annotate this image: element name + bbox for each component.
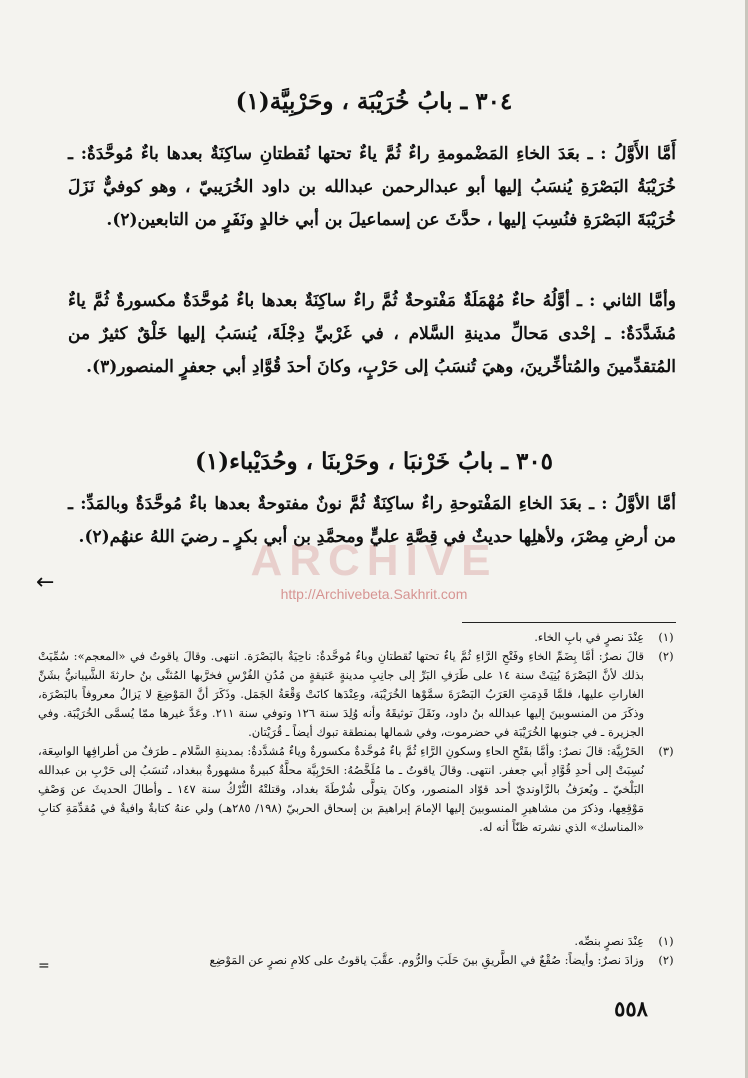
footnote-text: وزادَ نصرٌ: وأيضاً: صُقْعٌ في الطَّريقِ بينَ حَلَبَ والرُّوم. عقَّبَ ياقوتُ على كلامِ نصرٍ عن المَوْضِع xyxy=(209,953,644,967)
footnote-number: (٣) xyxy=(658,744,674,758)
footnote-text: عِنْدَ نصرٍ بنصِّه. xyxy=(574,934,644,948)
footnote xyxy=(38,742,688,837)
section-304-paragraph-2: وأمَّا الثاني : ـ أوَّلُهُ حاءٌ مُهْمَلَةٌ مَفْتوحةٌ ثُمَّ راءٌ ساكِنَةٌ بعدها باءٌ مُوحَّدَةٌ مكسورةٌ ثُمَّ ياءٌ مُشَدَّدَةٌ: ـ إحْدى مَحالِّ مدينةِ السَّلام ، في غَرْبيِّ دِجْلَةَ، يُنسَبُ إليها خَلْقٌ كثيرٌ من المُتقدِّمينَ والمُتأخِّرينَ، وهيَ تُنسَبُ إلى حَرْبٍ، وكانَ أحدَ قُوَّادِ أبي جعفرٍ المنصور(٣). xyxy=(68,291,676,377)
footnote-text: الحَرْبِيَّة: قالَ نصرٌ: وأمَّا بفَتْحِ الحاءِ وسكونِ الرَّاءِ ثُمَّ باءٌ مُوحَّدةٌ مكسورةٌ وياءٌ مُشدَّدةٌ: بمدينةِ السَّلام ـ طرَفٌ من أطرافِها الواسِعَة، نُسِبَتْ إلى أحدِ قُوَّادِ أبي جعفر. انتهى. وقالَ ياقوتُ ـ ما مُلَخَّصُهُ: الحَرْبِيَّة محلَّةٌ كبيرةٌ مشهورةٌ ببغداد، تُنسَبُ إلى حَرْبِ بن عبدالله البَلْخيّ ـ ويُعرَفُ بالرَّاونديّ أحد قوّاد المنصور، وكانَ يتولَّى شُرْطَةَ بغداد، وقتلتْهُ التُّرْكُ سنة ١٤٧ ـ وأطالَ الحديثَ عن وَصْفِ مَوْقِعِها، وذكرَ من مشاهيرِ المنسوبينَ إليها الإمامَ إبراهيمَ بن إسحاق الحربيّ (١٩٨/ ٢٨٥هـ) ولي عنهُ كتابةٌ وافيةٌ في مُقدِّمَةِ كتابِ «المناسك» الذي نشرته ظنّاً أنه له. xyxy=(38,744,645,834)
section-heading-304: ٣٠٤ ـ بابُ خُرَيْبَة ، وحَرْبِيَّة(١) xyxy=(235,88,513,115)
page-number: ٥٥٨ xyxy=(614,996,648,1021)
footnote-text: عِنْدَ نصرٍ في بابِ الخاء. xyxy=(534,630,644,644)
watermark-logo: ARCHIVE xyxy=(250,536,498,585)
footnote xyxy=(38,932,688,951)
footnote-number: (١) xyxy=(658,630,674,644)
footnote-continuation-mark: = xyxy=(38,958,50,974)
footnote-number: (٢) xyxy=(658,649,674,663)
footnote-number: (١) xyxy=(658,934,674,948)
watermark-url: http://Archivebeta.Sakhrit.com xyxy=(280,586,468,602)
footnote-separator xyxy=(462,622,676,623)
section-305-paragraph-1: أمَّا الأوَّلُ : ـ بعَدَ الخاءِ المَفْتوحةِ راءٌ ساكِنَةٌ ثُمَّ نونٌ مفتوحةٌ بعدها باءٌ مُوحَّدَةٌ وبالمَدِّ: ـ من أرضِ مِصْرَ، ولأهلِها حديثٌ في قِصَّةِ عليٍّ ومحمَّدِ بن أبي بكرٍ ـ رضيَ اللهُ عنهُم(٢). xyxy=(68,494,676,547)
section-heading-305: ٣٠٥ ـ بابُ خَرْنبَا ، وحَرْبنَا ، وحُدَيْباء(١) xyxy=(194,448,554,475)
footnote xyxy=(38,628,688,647)
margin-arrow-icon: ← xyxy=(36,570,55,595)
footnote-text: قالَ نصرٌ: أمَّا بِضَمِّ الخاءِ وفَتْحِ الرَّاءِ ثُمَّ ياءٌ تحتها نُقطتانِ وباءٌ مُوحَّدةٌ: ناحِيَةٌ بالبَصْرَة. انتهى. وقالَ ياقوتُ في «المعجم»: سُمِّيَتْ بذلك لأنَّ البَصْرَةَ بُنِيَتْ سنة ١٤ على طَرَفِ البَرِّ إلى جانِبِ مدينةٍ عَتيقةٍ من مُدُنِ الفُرْسِ فخرَّبها المُثنَّى بنُ حارثةَ الشَّيبانيُّ بشَنِّ الغاراتِ عليها، فلمَّا قَدِمَتِ العَرَبُ البَصْرَةَ سمَّوْها الخُرَيْبَة، وعِنْدَها كانَتْ وَقْعَةُ الجَمَل. وذَكَرَ أنَّ المَوْضِعَ لا يَزالُ معروفاً بالبَصْرَة، وذكَرَ من المنسوبينَ إليها عبدالله بنُ داود، ونَقَلَ توثيقَهُ وأنه وُلِدَ سنة ١٢٦ وتوفي سنة ٢١١. وعَدَّ غيرها ممّا يُسمَّى الخُرَيْبَة. وفي الجزيرة ـ في جنوبها الخُرَيْبَة في حضرموت، وفي شمالها بمنطقة تبوك أيضاً ـ قُرَيْتان. xyxy=(38,649,645,739)
footnote-number: (٢) xyxy=(658,953,674,967)
footnote xyxy=(38,951,688,970)
section-304-paragraph-1: أَمَّا الأَوَّلُ : ـ بعَدَ الخاءِ المَضْمومةِ راءٌ ثُمَّ ياءٌ تحتها نُقطتانِ ساكِنَةٌ بعدها باءٌ مُوحَّدَةٌ: ـ خُرَيْبَةُ البَصْرَةِ يُنسَبُ إليها أبو عبدالرحمن عبدالله بن داود الخُرَيبيّ ، وهو كوفيٌّ نَزَلَ خُرَيْبَةَ البَصْرَةِ فنُسِبَ إليها ، حدَّثَ عن إسماعيلَ بن أبي خالدٍ ونَفَرٍ من التابعين(٢). xyxy=(68,144,676,230)
footnotes-section-305 xyxy=(38,932,688,970)
footnotes-section-304 xyxy=(38,628,688,837)
footnote xyxy=(38,647,688,742)
